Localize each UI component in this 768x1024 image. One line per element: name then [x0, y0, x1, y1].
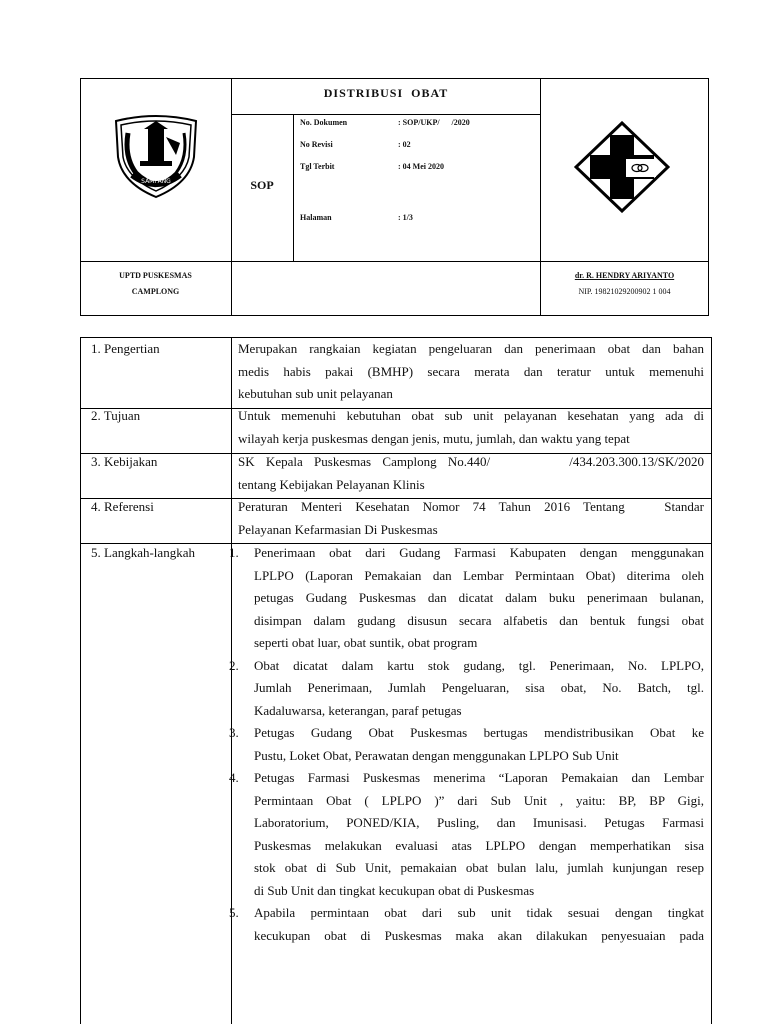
step-item [229, 655, 704, 723]
text-line: Penerimaan obat dari Gudang Farmasi Kabupaten dengan menggunakan [254, 545, 704, 560]
text-line: Pustu, Loket Obat, Perawatan dengan menggunakan LPLPO Sub Unit [254, 747, 619, 763]
text-line: petugas Gudang Puskesmas dan dicatat dalam buku penerimaan bulanan, [254, 590, 704, 605]
step-item [229, 767, 704, 902]
step-number: 4. [229, 770, 239, 785]
text-line: LPLPO (Laporan Pemakaian dan Lembar Permintaan Obat) diterima oleh [254, 567, 704, 583]
text-line: Petugas Gudang Obat Puskesmas bertugas mendistribusikan Obat ke [254, 725, 704, 740]
divider [80, 261, 709, 262]
text-line: medis habis pakai (BMHP) secara merata dan teratur untuk memenuhi [238, 363, 704, 379]
text-line: Puskesmas melakukan evaluasi atas LPLPO dengan memperhatikan sisa [254, 837, 704, 853]
meta-label-page: Halaman [300, 213, 332, 222]
text-line: SK Kepala Puskesmas Camplong No.440/ /434.203.300.13/SK/2020 [238, 454, 704, 469]
section-label-purpose: 2. Tujuan [91, 408, 141, 423]
text-line: disimpan dalam gudang disusun secara alfabetis dan bentuk fungsi obat [254, 612, 704, 628]
section-label-steps: 5. Langkah-langkah [91, 545, 195, 560]
step-number: 2. [229, 657, 239, 673]
step-item [229, 902, 704, 947]
divider [293, 114, 294, 261]
text-line: stok obat di Sub Unit, pemakaian obat bulan lalu, jumlah kunjungan resep [254, 860, 704, 875]
step-number: 5. [229, 905, 239, 920]
text-line: kebutuhan sub unit pelayanan [238, 386, 393, 401]
regency-crest-logo [110, 113, 202, 199]
text-line: Kadaluwarsa, keterangan, paraf petugas [254, 702, 462, 718]
steps-list [229, 542, 704, 947]
meta-label-revision: No Revisi [300, 140, 333, 149]
text-line: Peraturan Menteri Kesehatan Nomor 74 Tahun 2016 Tentang Standar [238, 499, 704, 514]
text-line: tentang Kebijakan Pelayanan Klinis [238, 476, 425, 492]
section-content-purpose [238, 405, 704, 450]
meta-label-doc-number: No. Dokumen [300, 118, 348, 127]
text-line: Apabila permintaan obat dari sub unit tidak sesuai dengan tingkat [254, 905, 704, 920]
section-content-policy [238, 451, 704, 496]
section-label-policy: 3. Kebijakan [91, 454, 158, 469]
text-line: Pelayanan Kefarmasian Di Puskesmas [238, 521, 438, 537]
text-line: Untuk memenuhi kebutuhan obat sub unit pelayanan kesehatan yang ada di [238, 408, 704, 423]
step-item [229, 542, 704, 655]
text-line: wilayah kerja puskesmas dengan jenis, mutu, jumlah, dan waktu yang tepat [238, 430, 630, 446]
signer-name: dr. R. HENDRY ARIYANTO [574, 271, 675, 280]
text-line: Merupakan rangkaian kegiatan pengeluaran dan penerimaan obat dan bahan [238, 341, 704, 356]
section-label-definition: 1. Pengertian [91, 341, 160, 356]
signer-nip: NIP. 19821029200902 1 004 [578, 287, 671, 296]
svg-text:SAMPANG: SAMPANG [141, 178, 171, 185]
meta-value-page: : 1/3 [398, 213, 413, 222]
step-number: 1. [229, 545, 239, 560]
document-title: DISTRIBUSI OBAT [323, 86, 449, 100]
institution-name: UPTD PUSKESMAS [119, 271, 192, 280]
text-line: Obat dicatat dalam kartu stok gudang, tgl. Penerimaan, No. LPLPO, [254, 657, 704, 673]
text-line: Petugas Farmasi Puskesmas menerima “Laporan Pemakaian dan Lembar [254, 770, 704, 785]
divider [231, 114, 541, 115]
step-item [229, 722, 704, 767]
institution-name-line2: CAMPLONG [131, 287, 180, 296]
meta-value-doc-number: : SOP/UKP/ /2020 [398, 118, 470, 127]
text-line: kecukupan obat di Puskesmas maka akan dilakukan penyesuaian pada [254, 927, 704, 943]
section-label-reference: 4. Referensi [91, 499, 154, 514]
text-line: Permintaan Obat ( LPLPO )” dari Sub Unit , yaitu: BP, BP Gigi, [254, 792, 704, 808]
sop-label: SOP [250, 178, 274, 192]
text-line: di Sub Unit dan tingkat kecukupan obat di Puskesmas [254, 882, 535, 898]
text-line: Jumlah Penerimaan, Jumlah Pengeluaran, sisa obat, No. Batch, tgl. [254, 680, 704, 695]
section-content-definition [238, 338, 704, 406]
section-content-reference [238, 496, 704, 541]
meta-value-revision: : 02 [398, 140, 411, 149]
text-line: Laboratorium, PONED/KIA, Pusling, dan Imunisasi. Petugas Farmasi [254, 815, 704, 830]
meta-value-issue-date: : 04 Mei 2020 [398, 162, 444, 171]
text-line: seperti obat luar, obat suntik, obat program [254, 635, 478, 650]
meta-label-issue-date: Tgl Terbit [300, 162, 335, 171]
step-number: 3. [229, 725, 239, 740]
puskesmas-logo [574, 121, 670, 213]
